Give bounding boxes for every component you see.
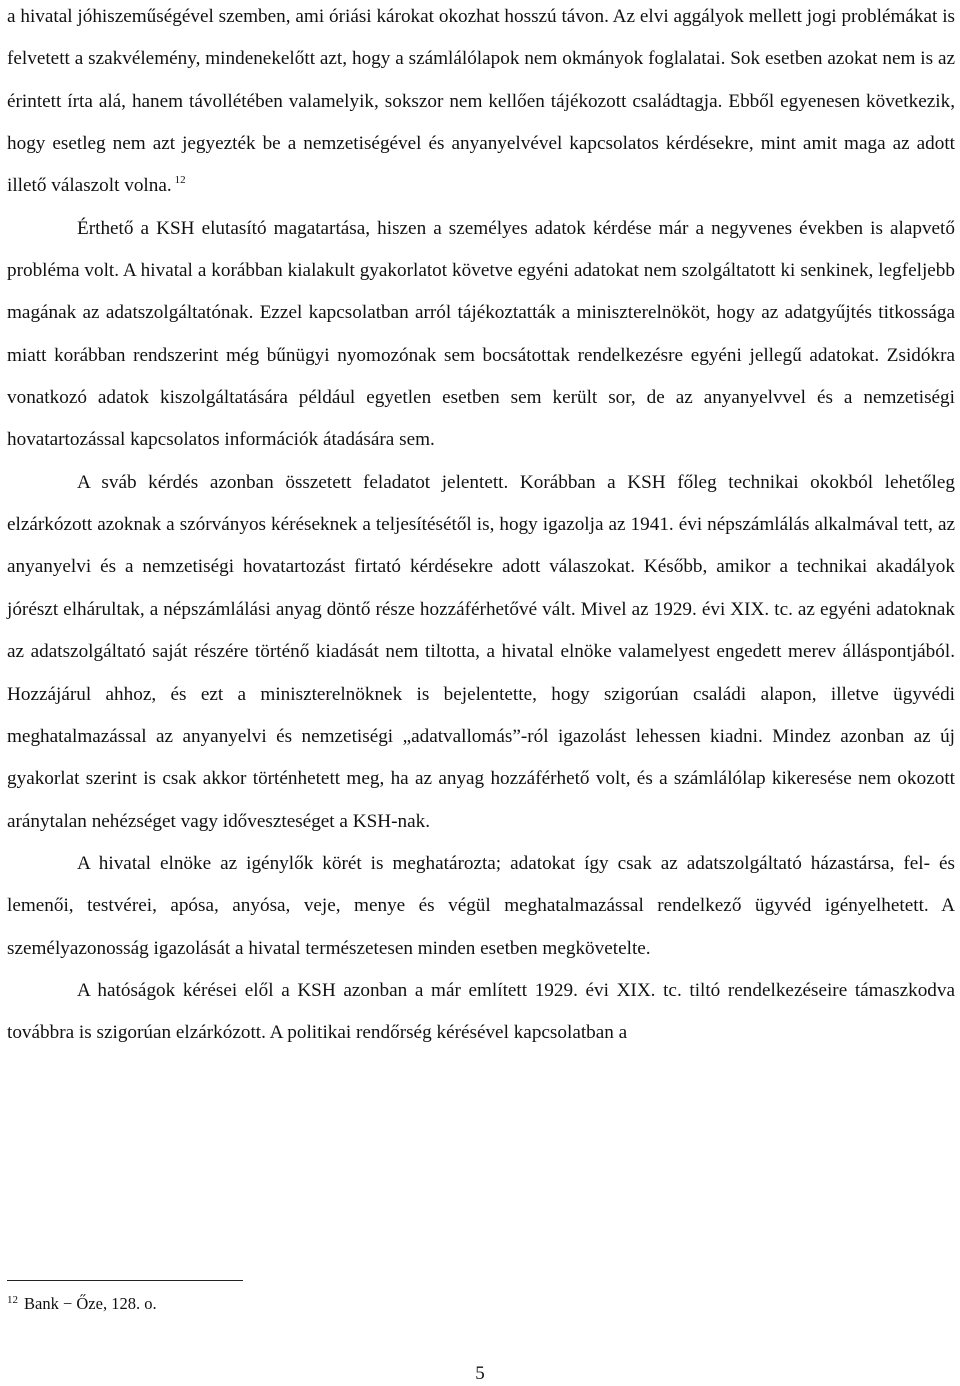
page-number: 5 bbox=[475, 1363, 485, 1384]
paragraph-4-text: A hivatal elnöke az igénylők körét is meghatározta; adatokat így csak az adatszolgáltató házastársa, fel- és lemenői, testvérei, apósa, anyósa, veje, menye és végül meghatalmazással rendelkező ügyvéd igényelhetett. A személyazonosság igazolását a hivatal természetesen minden esetben megkövetelte. bbox=[7, 852, 955, 959]
paragraph-5 bbox=[7, 970, 955, 1055]
paragraph-2-text: Érthető a KSH elutasító magatartása, hiszen a személyes adatok kérdése már a negyvenes években is alapvető probléma volt. A hivatal a korábban kialakult gyakorlatot követve egyéni adatokat nem szolgáltatott ki senkinek, legfeljebb magának az adatszolgáltatónak. Ezzel kapcsolatban arról tájékoztatták a miniszterelnököt, hogy az adatgyűjtés titkossága miatt korábban rendszerint még bűnügyi nyomozónak sem bocsátottak rendelkezésre egyéni jellegű adatokat. Zsidókra vonatkozó adatok kiszolgáltatására például egyetlen esetben sem került sor, de az anyanyelvvel és a nemzetiségi hovatartozással kapcsolatos információk átadására sem. bbox=[7, 217, 955, 451]
paragraph-3-text: A sváb kérdés azonban összetett feladatot jelentett. Korábban a KSH főleg technikai okokból lehetőleg elzárkózott azoknak a szórványos kéréseknek a teljesítésétől is, hogy igazolja az 1941. évi népszámlálás alkalmával tett, az anyanyelvi és a nemzetiségi hovatartozást firtató kérdésekre adott válaszokat. Később, amikor a technikai akadályok jórészt elhárultak, a népszámlálási anyag döntő része hozzáférhetővé vált. Mivel az 1929. évi XIX. tc. az egyéni adatoknak az adatszolgáltató saját részére történő kiadását nem tiltotta, a hivatal elnöke valamelyest engedett merev álláspontjából. Hozzájárul ahhoz, és ezt a miniszterelnöknek is bejelentette, hogy szigorúan családi alapon, illetve ügyvédi meghatalmazással az anyanyelvi és nemzetiségi „adatvallomás”-ról igazolást lehessen kiadni. Mindez azonban az új gyakorlat szerint is csak akkor történhetett meg, ha az anyag hozzáférhető volt, és a számlálólap kikeresése nem okozott aránytalan nehézséget vagy időveszteséget a KSH-nak. bbox=[7, 471, 955, 832]
document-page bbox=[7, 0, 955, 1059]
paragraph-4 bbox=[7, 843, 955, 970]
paragraph-1 bbox=[7, 0, 955, 208]
paragraph-3 bbox=[7, 462, 955, 843]
paragraph-1-text: a hivatal jóhiszeműségével szemben, ami óriási károkat okozhat hosszú távon. Az elvi aggályok mellett jogi problémákat is felvetett a szakvélemény, mindenekelőtt azt, hogy a számlálólapok nem okmányok foglalatai. Sok esetben azokat nem is az érintett írta alá, hanem távollétében valamelyik, sokszor nem kellően tájékozott családtagja. Ebből egyenesen következik, hogy esetleg nem azt jegyezték be a nemzetiségével és anyanyelvével kapcsolatos kérdésekre, mint amit maga az adott illető válaszolt volna. bbox=[7, 6, 955, 197]
footnote-text: Bank − Őze, 128. o. bbox=[24, 1294, 157, 1313]
footnote-reference[interactable]: 12 bbox=[174, 174, 186, 187]
footnote bbox=[7, 1293, 157, 1315]
footnote-number: 12 bbox=[7, 1294, 18, 1306]
body-text bbox=[7, 0, 955, 1055]
paragraph-5-text: A hatóságok kérései elől a KSH azonban a már említett 1929. évi XIX. tc. tiltó rendelkezéseire támaszkodva továbbra is szigorúan elzárkózott. A politikai rendőrség kérésével kapcsolatban a bbox=[7, 979, 955, 1044]
footnote-separator bbox=[7, 1280, 243, 1281]
paragraph-2 bbox=[7, 208, 955, 462]
